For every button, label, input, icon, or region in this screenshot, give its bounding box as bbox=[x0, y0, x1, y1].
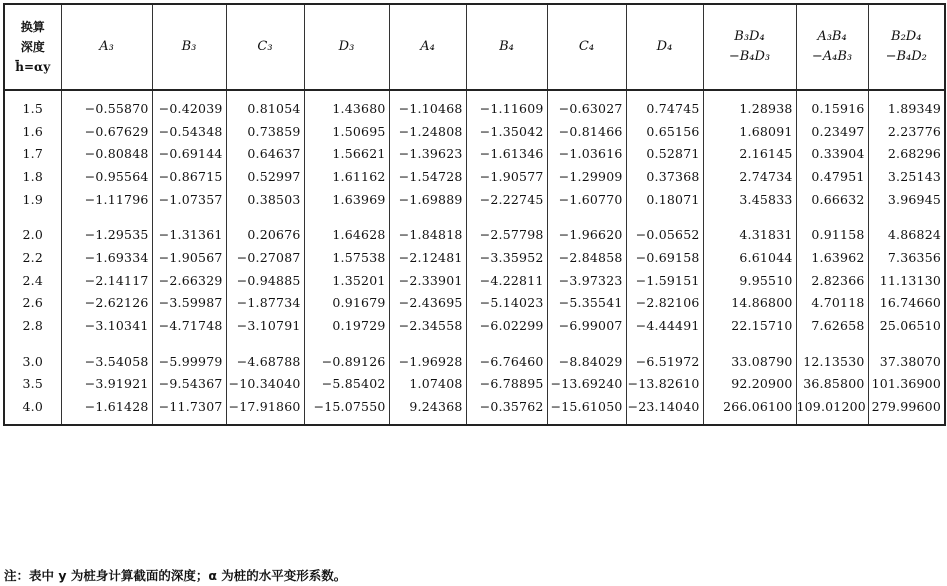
table-footnote: 注：表中 y 为桩身计算截面的深度；α 为桩的水平变形系数。 bbox=[4, 568, 347, 583]
header-text: 换算 bbox=[20, 20, 45, 34]
value-cell: 2.23776 bbox=[868, 120, 945, 143]
spacer-row bbox=[4, 210, 945, 223]
value-cell: −0.81466 bbox=[547, 120, 626, 143]
value-cell: 9.95510 bbox=[703, 269, 796, 292]
spacer-cell bbox=[703, 418, 796, 425]
depth-cell: 2.4 bbox=[4, 269, 61, 292]
value-cell: 1.63969 bbox=[304, 188, 389, 211]
value-cell: 37.38070 bbox=[868, 350, 945, 373]
value-cell: 0.20676 bbox=[226, 223, 304, 246]
spacer-cell bbox=[626, 210, 703, 223]
value-cell: −3.91921 bbox=[61, 373, 152, 396]
header-col-4 bbox=[304, 4, 389, 90]
value-cell: 266.06100 bbox=[703, 395, 796, 418]
value-cell: 3.45833 bbox=[703, 188, 796, 211]
table-row bbox=[4, 350, 945, 373]
value-cell: −0.69144 bbox=[152, 142, 226, 165]
value-cell: −1.69334 bbox=[61, 246, 152, 269]
value-cell: −1.29909 bbox=[547, 165, 626, 188]
value-cell: 92.20900 bbox=[703, 373, 796, 396]
value-cell: 1.63962 bbox=[796, 246, 868, 269]
value-cell: −5.35541 bbox=[547, 292, 626, 315]
value-cell: 0.65156 bbox=[626, 120, 703, 143]
value-cell: −11.7307 bbox=[152, 395, 226, 418]
value-cell: −0.05652 bbox=[626, 223, 703, 246]
spacer-cell bbox=[389, 210, 466, 223]
value-cell: 1.68091 bbox=[703, 120, 796, 143]
header-text: C₃ bbox=[257, 39, 273, 54]
value-cell: 9.24368 bbox=[389, 395, 466, 418]
header-depth bbox=[4, 4, 61, 90]
value-cell: −2.22745 bbox=[466, 188, 547, 211]
depth-cell: 3.5 bbox=[4, 373, 61, 396]
value-cell: −6.02299 bbox=[466, 314, 547, 337]
value-cell: 33.08790 bbox=[703, 350, 796, 373]
header-text: B₄ bbox=[499, 39, 514, 54]
value-cell: −1.61428 bbox=[61, 395, 152, 418]
value-cell: 22.15710 bbox=[703, 314, 796, 337]
spacer-cell bbox=[152, 210, 226, 223]
value-cell: −0.42039 bbox=[152, 97, 226, 120]
table-row bbox=[4, 120, 945, 143]
table-row bbox=[4, 292, 945, 315]
value-cell: 0.23497 bbox=[796, 120, 868, 143]
value-cell: −1.07357 bbox=[152, 188, 226, 211]
spacer-row bbox=[4, 418, 945, 425]
depth-cell: 2.0 bbox=[4, 223, 61, 246]
value-cell: −4.22811 bbox=[466, 269, 547, 292]
value-cell: −1.11796 bbox=[61, 188, 152, 211]
value-cell: 14.86800 bbox=[703, 292, 796, 315]
value-cell: −0.69158 bbox=[626, 246, 703, 269]
depth-cell: 4.0 bbox=[4, 395, 61, 418]
spacer-cell bbox=[547, 210, 626, 223]
value-cell: 4.86824 bbox=[868, 223, 945, 246]
value-cell: 1.07408 bbox=[389, 373, 466, 396]
value-cell: −2.84858 bbox=[547, 246, 626, 269]
spacer-cell bbox=[547, 418, 626, 425]
spacer-cell bbox=[796, 337, 868, 350]
value-cell: 4.31831 bbox=[703, 223, 796, 246]
spacer-cell bbox=[389, 337, 466, 350]
value-cell: 11.13130 bbox=[868, 269, 945, 292]
value-cell: −2.12481 bbox=[389, 246, 466, 269]
value-cell: −3.10791 bbox=[226, 314, 304, 337]
header-text: −B₄D₃ bbox=[728, 49, 771, 64]
header-col-9 bbox=[703, 4, 796, 90]
header-col-2 bbox=[152, 4, 226, 90]
table-body bbox=[4, 90, 945, 425]
value-cell: −2.66329 bbox=[152, 269, 226, 292]
header-text: 深度 bbox=[20, 40, 45, 54]
value-cell: −0.80848 bbox=[61, 142, 152, 165]
value-cell: −1.35042 bbox=[466, 120, 547, 143]
value-cell: 36.85800 bbox=[796, 373, 868, 396]
value-cell: −0.27087 bbox=[226, 246, 304, 269]
header-col-8 bbox=[626, 4, 703, 90]
spacer-cell bbox=[61, 90, 152, 97]
table-row bbox=[4, 314, 945, 337]
value-cell: −1.11609 bbox=[466, 97, 547, 120]
value-cell: −1.29535 bbox=[61, 223, 152, 246]
value-cell: −0.63027 bbox=[547, 97, 626, 120]
value-cell: 3.25143 bbox=[868, 165, 945, 188]
value-cell: 0.73859 bbox=[226, 120, 304, 143]
depth-cell: 1.9 bbox=[4, 188, 61, 211]
coefficient-table bbox=[3, 3, 946, 426]
spacer-cell bbox=[466, 90, 547, 97]
value-cell: 12.13530 bbox=[796, 350, 868, 373]
value-cell: 0.91158 bbox=[796, 223, 868, 246]
spacer-cell bbox=[626, 418, 703, 425]
header-col-10 bbox=[796, 4, 868, 90]
spacer-cell bbox=[703, 210, 796, 223]
header-col-1 bbox=[61, 4, 152, 90]
value-cell: −6.76460 bbox=[466, 350, 547, 373]
value-cell: 1.43680 bbox=[304, 97, 389, 120]
value-cell: −2.62126 bbox=[61, 292, 152, 315]
value-cell: −1.90567 bbox=[152, 246, 226, 269]
depth-cell: 2.2 bbox=[4, 246, 61, 269]
depth-cell: 1.5 bbox=[4, 97, 61, 120]
table-row bbox=[4, 223, 945, 246]
value-cell: 0.47951 bbox=[796, 165, 868, 188]
value-cell: −2.14117 bbox=[61, 269, 152, 292]
value-cell: −2.57798 bbox=[466, 223, 547, 246]
spacer-cell bbox=[152, 90, 226, 97]
value-cell: −2.82106 bbox=[626, 292, 703, 315]
value-cell: −15.07550 bbox=[304, 395, 389, 418]
value-cell: 0.52997 bbox=[226, 165, 304, 188]
value-cell: 0.38503 bbox=[226, 188, 304, 211]
value-cell: −3.59987 bbox=[152, 292, 226, 315]
spacer-cell bbox=[226, 210, 304, 223]
spacer-cell bbox=[547, 337, 626, 350]
value-cell: −1.31361 bbox=[152, 223, 226, 246]
value-cell: 0.66632 bbox=[796, 188, 868, 211]
value-cell: −4.71748 bbox=[152, 314, 226, 337]
header-text: D₃ bbox=[338, 39, 355, 54]
header-text: −A₄B₃ bbox=[811, 49, 853, 64]
value-cell: −1.59151 bbox=[626, 269, 703, 292]
value-cell: −1.10468 bbox=[389, 97, 466, 120]
depth-cell: 2.8 bbox=[4, 314, 61, 337]
value-cell: −4.68788 bbox=[226, 350, 304, 373]
value-cell: −5.99979 bbox=[152, 350, 226, 373]
value-cell: −1.24808 bbox=[389, 120, 466, 143]
value-cell: −4.44491 bbox=[626, 314, 703, 337]
value-cell: 2.74734 bbox=[703, 165, 796, 188]
depth-cell: 1.8 bbox=[4, 165, 61, 188]
header-text: C₄ bbox=[578, 39, 595, 54]
spacer-cell bbox=[466, 337, 547, 350]
value-cell: 1.64628 bbox=[304, 223, 389, 246]
value-cell: −0.89126 bbox=[304, 350, 389, 373]
value-cell: −9.54367 bbox=[152, 373, 226, 396]
table-header bbox=[4, 4, 945, 90]
value-cell: 0.18071 bbox=[626, 188, 703, 211]
value-cell: 1.50695 bbox=[304, 120, 389, 143]
value-cell: −0.67629 bbox=[61, 120, 152, 143]
value-cell: 109.01200 bbox=[796, 395, 868, 418]
spacer-cell bbox=[389, 418, 466, 425]
value-cell: −0.54348 bbox=[152, 120, 226, 143]
spacer-cell bbox=[703, 90, 796, 97]
value-cell: −3.10341 bbox=[61, 314, 152, 337]
value-cell: 16.74660 bbox=[868, 292, 945, 315]
header-text: B₃ bbox=[181, 39, 197, 54]
value-cell: 6.61044 bbox=[703, 246, 796, 269]
value-cell: −13.82610 bbox=[626, 373, 703, 396]
spacer-cell bbox=[796, 418, 868, 425]
header-text: B₂D₄ bbox=[891, 29, 922, 44]
value-cell: 0.19729 bbox=[304, 314, 389, 337]
value-cell: −1.61346 bbox=[466, 142, 547, 165]
spacer-cell bbox=[626, 90, 703, 97]
value-cell: 0.33904 bbox=[796, 142, 868, 165]
value-cell: −5.14023 bbox=[466, 292, 547, 315]
table-row bbox=[4, 142, 945, 165]
value-cell: 1.56621 bbox=[304, 142, 389, 165]
spacer-cell bbox=[4, 210, 61, 223]
value-cell: −2.43695 bbox=[389, 292, 466, 315]
value-cell: −1.84818 bbox=[389, 223, 466, 246]
spacer-row bbox=[4, 90, 945, 97]
value-cell: 0.81054 bbox=[226, 97, 304, 120]
value-cell: −17.91860 bbox=[226, 395, 304, 418]
value-cell: −1.03616 bbox=[547, 142, 626, 165]
value-cell: 1.28938 bbox=[703, 97, 796, 120]
value-cell: 101.36900 bbox=[868, 373, 945, 396]
spacer-cell bbox=[61, 418, 152, 425]
spacer-cell bbox=[304, 210, 389, 223]
value-cell: −1.60770 bbox=[547, 188, 626, 211]
depth-cell: 1.7 bbox=[4, 142, 61, 165]
header-col-7 bbox=[547, 4, 626, 90]
header-text: A₃ bbox=[99, 39, 114, 54]
value-cell: −5.85402 bbox=[304, 373, 389, 396]
header-text: −B₄D₂ bbox=[885, 49, 927, 64]
value-cell: −8.84029 bbox=[547, 350, 626, 373]
table-row bbox=[4, 395, 945, 418]
spacer-cell bbox=[226, 90, 304, 97]
header-col-6 bbox=[466, 4, 547, 90]
spacer-cell bbox=[547, 90, 626, 97]
header-text: B₃D₄ bbox=[734, 29, 765, 44]
spacer-cell bbox=[868, 90, 945, 97]
value-cell: −1.39623 bbox=[389, 142, 466, 165]
value-cell: 0.52871 bbox=[626, 142, 703, 165]
spacer-cell bbox=[61, 337, 152, 350]
value-cell: 2.82366 bbox=[796, 269, 868, 292]
value-cell: −23.14040 bbox=[626, 395, 703, 418]
spacer-cell bbox=[226, 337, 304, 350]
header-col-5 bbox=[389, 4, 466, 90]
value-cell: −10.34040 bbox=[226, 373, 304, 396]
value-cell: 1.89349 bbox=[868, 97, 945, 120]
value-cell: 0.91679 bbox=[304, 292, 389, 315]
spacer-cell bbox=[626, 337, 703, 350]
depth-cell: 1.6 bbox=[4, 120, 61, 143]
spacer-cell bbox=[703, 337, 796, 350]
value-cell: −1.90577 bbox=[466, 165, 547, 188]
header-text: D₄ bbox=[656, 39, 673, 54]
spacer-cell bbox=[868, 418, 945, 425]
value-cell: −3.54058 bbox=[61, 350, 152, 373]
value-cell: 0.64637 bbox=[226, 142, 304, 165]
spacer-cell bbox=[152, 418, 226, 425]
value-cell: −1.69889 bbox=[389, 188, 466, 211]
header-col-3 bbox=[226, 4, 304, 90]
spacer-cell bbox=[4, 90, 61, 97]
value-cell: −0.95564 bbox=[61, 165, 152, 188]
value-cell: 0.74745 bbox=[626, 97, 703, 120]
value-cell: −2.33901 bbox=[389, 269, 466, 292]
value-cell: −15.61050 bbox=[547, 395, 626, 418]
table-row bbox=[4, 165, 945, 188]
value-cell: −1.87734 bbox=[226, 292, 304, 315]
value-cell: −0.94885 bbox=[226, 269, 304, 292]
spacer-cell bbox=[796, 90, 868, 97]
value-cell: 0.37368 bbox=[626, 165, 703, 188]
spacer-cell bbox=[466, 210, 547, 223]
spacer-row bbox=[4, 337, 945, 350]
value-cell: −3.97323 bbox=[547, 269, 626, 292]
value-cell: 1.35201 bbox=[304, 269, 389, 292]
value-cell: 4.70118 bbox=[796, 292, 868, 315]
depth-cell: 3.0 bbox=[4, 350, 61, 373]
header-row bbox=[4, 4, 945, 90]
value-cell: 1.61162 bbox=[304, 165, 389, 188]
value-cell: −1.96928 bbox=[389, 350, 466, 373]
value-cell: 279.99600 bbox=[868, 395, 945, 418]
depth-cell: 2.6 bbox=[4, 292, 61, 315]
value-cell: −1.54728 bbox=[389, 165, 466, 188]
value-cell: 7.36356 bbox=[868, 246, 945, 269]
header-text: A₄ bbox=[420, 39, 435, 54]
spacer-cell bbox=[61, 210, 152, 223]
header-text: A₃B₄ bbox=[817, 29, 847, 44]
value-cell: −13.69240 bbox=[547, 373, 626, 396]
value-cell: −6.51972 bbox=[626, 350, 703, 373]
value-cell: −3.35952 bbox=[466, 246, 547, 269]
table-row bbox=[4, 97, 945, 120]
table-row bbox=[4, 373, 945, 396]
spacer-cell bbox=[4, 418, 61, 425]
spacer-cell bbox=[4, 337, 61, 350]
table-row bbox=[4, 246, 945, 269]
value-cell: −6.78895 bbox=[466, 373, 547, 396]
value-cell: 25.06510 bbox=[868, 314, 945, 337]
table-row bbox=[4, 188, 945, 211]
value-cell: 2.68296 bbox=[868, 142, 945, 165]
spacer-cell bbox=[868, 210, 945, 223]
spacer-cell bbox=[226, 418, 304, 425]
spacer-cell bbox=[152, 337, 226, 350]
value-cell: −1.96620 bbox=[547, 223, 626, 246]
spacer-cell bbox=[304, 337, 389, 350]
value-cell: −0.35762 bbox=[466, 395, 547, 418]
value-cell: 0.15916 bbox=[796, 97, 868, 120]
value-cell: −0.55870 bbox=[61, 97, 152, 120]
header-text: h̄=αy bbox=[15, 60, 51, 74]
value-cell: 1.57538 bbox=[304, 246, 389, 269]
spacer-cell bbox=[389, 90, 466, 97]
value-cell: 7.62658 bbox=[796, 314, 868, 337]
spacer-cell bbox=[466, 418, 547, 425]
spacer-cell bbox=[304, 90, 389, 97]
value-cell: −2.34558 bbox=[389, 314, 466, 337]
header-col-11 bbox=[868, 4, 945, 90]
spacer-cell bbox=[868, 337, 945, 350]
spacer-cell bbox=[796, 210, 868, 223]
table-row bbox=[4, 269, 945, 292]
value-cell: −0.86715 bbox=[152, 165, 226, 188]
value-cell: −6.99007 bbox=[547, 314, 626, 337]
value-cell: 3.96945 bbox=[868, 188, 945, 211]
spacer-cell bbox=[304, 418, 389, 425]
value-cell: 2.16145 bbox=[703, 142, 796, 165]
